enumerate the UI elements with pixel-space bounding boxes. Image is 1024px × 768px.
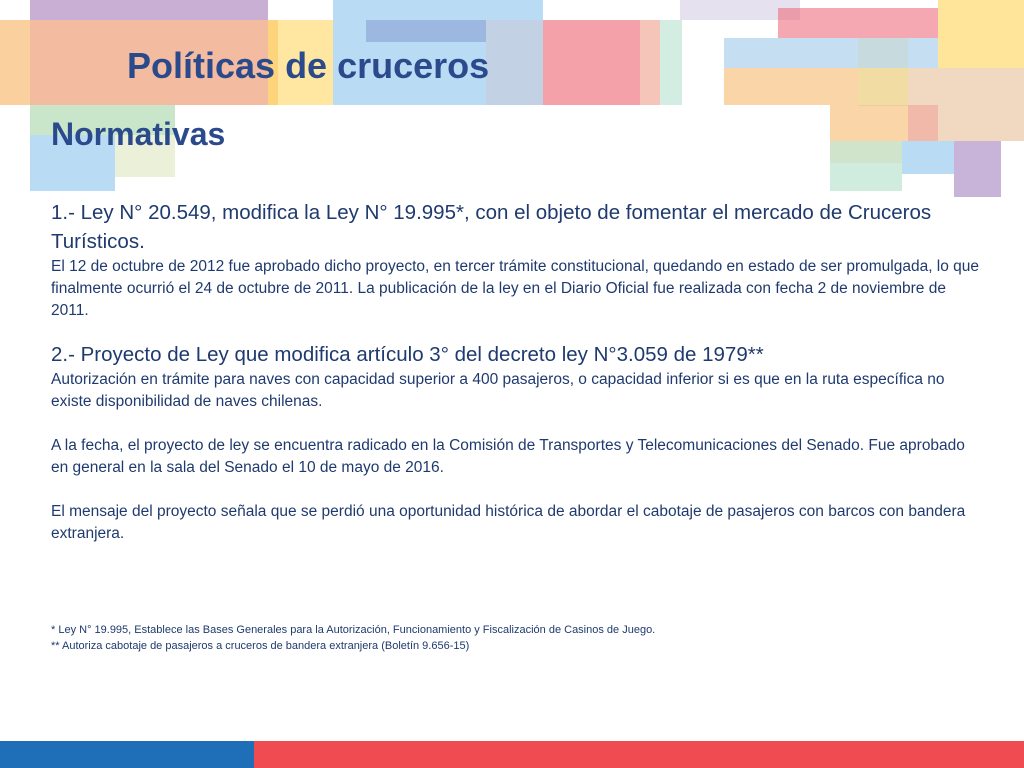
law-heading: 1.- Ley N° 20.549, modifica la Ley N° 19.995*, con el objeto de fomentar el mercado de Cruceros Turísticos. <box>51 201 932 253</box>
section-subtitle: Normativas <box>51 116 226 152</box>
slide-title: Políticas de cruceros <box>127 45 490 86</box>
law-paragraph: El mensaje del proyecto señala que se perdió una oportunidad histórica de abordar el cabotaje de pasajeros con barcos con bandera extranjera. <box>51 503 966 542</box>
law-paragraph: Autorización en trámite para naves con capacidad superior a 400 pasajeros, o capacidad inferior si es que en la ruta específica no existe disponibilidad de naves chilenas. <box>51 371 945 410</box>
footer-bar-blue <box>0 741 254 768</box>
footnotes <box>51 623 981 654</box>
law-section-1 <box>51 198 981 322</box>
content-body <box>51 198 981 545</box>
law-heading: 2.- Proyecto de Ley que modifica artículo 3° del decreto ley N°3.059 de 1979** <box>51 343 764 366</box>
footer-bar-red <box>254 741 1024 768</box>
law-paragraph: A la fecha, el proyecto de ley se encuentra radicado en la Comisión de Transportes y Telecomunicaciones del Senado. Fue aprobado en general en la sala del Senado el 10 de mayo de 2016. <box>51 437 965 476</box>
footnote: ** Autoriza cabotaje de pasajeros a cruceros de bandera extranjera (Boletín 9.656-15) <box>51 639 470 652</box>
footnote: * Ley N° 19.995, Establece las Bases Generales para la Autorización, Funcionamiento y Fiscalización de Casinos de Juego. <box>51 624 656 636</box>
law-paragraph: El 12 de octubre de 2012 fue aprobado dicho proyecto, en tercer trámite constitucional, quedando en estado de ser promulgada, lo que finalmente ocurrió el 24 de octubre de 2011. La publicación de la ley en el Diario Oficial fue realizada con fecha 2 de noviembre de 2011. <box>51 258 980 319</box>
law-section-2 <box>51 340 981 545</box>
